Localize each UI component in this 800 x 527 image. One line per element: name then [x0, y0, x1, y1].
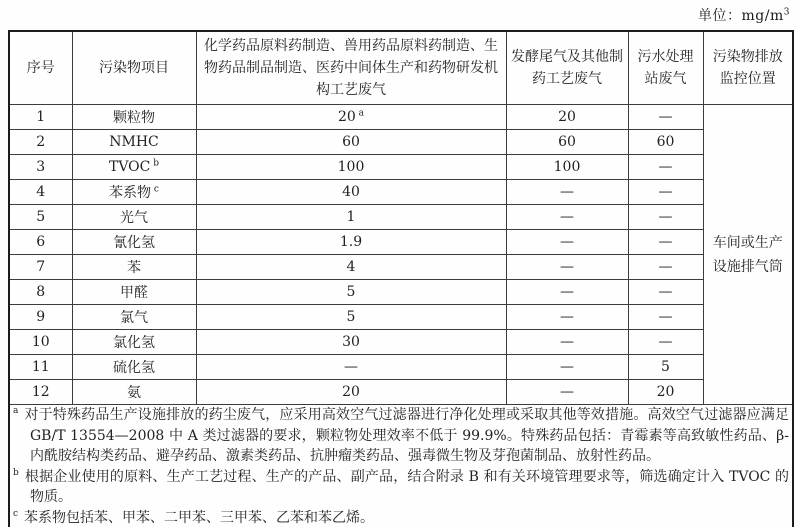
table-header-row [9, 31, 793, 105]
footnote-a: $^a$ 对于特殊药品生产设施排放的药尘废气，应采用高效空气过滤器进行净化处理或采取其他等效措施。高效空气过滤器应满足 GB/T 13554—2008 中 A 类过滤器的要求，颗粒物处理效率不低于 99.9%。特殊药品包括：青霉素等高致敏性药品、β-内酰胺结构类药品、避孕药品、激素类药品、抗肿瘤类药品、强毒微生物及芽孢菌制品、放射性药品。 [13, 406, 789, 464]
emission-limits-table [8, 30, 794, 527]
cell-chemical-limit: — [196, 355, 506, 380]
cell-chemical-limit: 4 [196, 255, 506, 280]
cell-fermentation-limit: — [506, 280, 628, 305]
cell-fermentation-limit: — [506, 205, 628, 230]
cell-chemical-limit: 60 [196, 130, 506, 155]
cell-wastewater-limit: 5 [628, 355, 703, 380]
col-header-monitoring-location: 污染物排放监控位置 [703, 31, 793, 105]
cell-wastewater-limit: — [628, 280, 703, 305]
table-row [9, 155, 793, 180]
cell-pollutant: 颗粒物 [72, 105, 196, 130]
cell-pollutant: 氰化氢 [72, 230, 196, 255]
cell-wastewater-limit: — [628, 230, 703, 255]
table-row [9, 205, 793, 230]
table-row [9, 255, 793, 280]
cell-pollutant: 苯系物 $^c$ [72, 180, 196, 205]
cell-serial: 6 [9, 230, 72, 255]
footnote-marker-b: b [13, 467, 19, 478]
cell-serial: 12 [9, 380, 72, 405]
footnotes-cell [9, 405, 793, 527]
cell-pollutant: 氯化氢 [72, 330, 196, 355]
cell-serial: 5 [9, 205, 72, 230]
cell-fermentation-limit: — [506, 230, 628, 255]
cell-serial: 10 [9, 330, 72, 355]
cell-fermentation-limit: — [506, 255, 628, 280]
cell-chemical-limit: 1 [196, 205, 506, 230]
cell-pollutant: 光气 [72, 205, 196, 230]
cell-serial: 11 [9, 355, 72, 380]
cell-fermentation-limit: 20 [506, 105, 628, 130]
footnote-reference-c: c [151, 184, 159, 195]
cell-pollutant: 氯气 [72, 305, 196, 330]
footnote-reference-b: b [150, 158, 160, 169]
cell-chemical-limit: 20 [196, 380, 506, 405]
cell-fermentation-limit: — [506, 380, 628, 405]
cell-pollutant: 硫化氢 [72, 355, 196, 380]
col-header-serial: 序号 [9, 31, 72, 105]
cell-wastewater-limit: — [628, 105, 703, 130]
cell-fermentation-limit: — [506, 355, 628, 380]
cell-wastewater-limit: — [628, 255, 703, 280]
table-row [9, 280, 793, 305]
cell-chemical-limit: 100 [196, 155, 506, 180]
cell-wastewater-limit: 20 [628, 380, 703, 405]
cell-serial: 7 [9, 255, 72, 280]
cell-fermentation-limit: — [506, 330, 628, 355]
cell-pollutant: 苯 [72, 255, 196, 280]
footnotes-container [13, 405, 789, 527]
cell-pollutant: NMHC [72, 130, 196, 155]
cell-wastewater-limit: — [628, 330, 703, 355]
cell-fermentation-limit: 100 [506, 155, 628, 180]
footnote-marker-c: c [13, 508, 19, 519]
footnote-reference-a: a [355, 108, 365, 119]
table-row [9, 230, 793, 255]
table-row [9, 305, 793, 330]
cell-wastewater-limit: 60 [628, 130, 703, 155]
col-header-wastewater-station-gas: 污水处理站废气 [628, 31, 703, 105]
table-row [9, 180, 793, 205]
table-row [9, 130, 793, 155]
cell-pollutant: TVOC $^b$ [72, 155, 196, 180]
footnotes-row [9, 405, 793, 527]
col-header-chemical-process-gas: 化学药品原料药制造、兽用药品原料药制造、生物药品制品制造、医药中间体生产和药物研发机构工艺废气 [196, 31, 506, 105]
cell-serial: 2 [9, 130, 72, 155]
cell-serial: 4 [9, 180, 72, 205]
cell-chemical-limit: 30 [196, 330, 506, 355]
cell-serial: 9 [9, 305, 72, 330]
unit-label-exponent: 3 [783, 7, 790, 18]
cell-chemical-limit: 5 [196, 280, 506, 305]
table-row [9, 330, 793, 355]
cell-serial: 1 [9, 105, 72, 130]
cell-chemical-limit: 20 $^a$ [196, 105, 506, 130]
cell-chemical-limit: 5 [196, 305, 506, 330]
col-header-fermentation-gas: 发酵尾气及其他制药工艺废气 [506, 31, 628, 105]
table-row [9, 380, 793, 405]
cell-serial: 3 [9, 155, 72, 180]
unit-label [698, 5, 790, 25]
cell-pollutant: 氨 [72, 380, 196, 405]
table-row [9, 355, 793, 380]
monitoring-location-cell: 车间或生产设施排气筒 [703, 105, 793, 405]
table-body [9, 105, 793, 405]
cell-pollutant: 甲醛 [72, 280, 196, 305]
cell-wastewater-limit: — [628, 155, 703, 180]
footnote-c: $^c$ 苯系物包括苯、甲苯、二甲苯、三甲苯、乙苯和苯乙烯。 [13, 508, 375, 526]
cell-wastewater-limit: — [628, 205, 703, 230]
cell-wastewater-limit: — [628, 180, 703, 205]
cell-fermentation-limit: 60 [506, 130, 628, 155]
cell-chemical-limit: 40 [196, 180, 506, 205]
footnote-marker-a: a [13, 406, 19, 417]
cell-fermentation-limit: — [506, 180, 628, 205]
footnote-b: $^b$ 根据企业使用的原料、生产工艺过程、生产的产品、副产品，结合附录 B 和有关环境管理要求等，筛选确定计入 TVOC 的物质。 [13, 467, 789, 505]
cell-serial: 8 [9, 280, 72, 305]
cell-wastewater-limit: — [628, 305, 703, 330]
cell-fermentation-limit: — [506, 305, 628, 330]
col-header-pollutant: 污染物项目 [72, 31, 196, 105]
unit-label-base: mg/m [741, 8, 784, 24]
unit-label-prefix: 单位： [698, 8, 742, 24]
cell-chemical-limit: 1.9 [196, 230, 506, 255]
table-row [9, 105, 793, 130]
